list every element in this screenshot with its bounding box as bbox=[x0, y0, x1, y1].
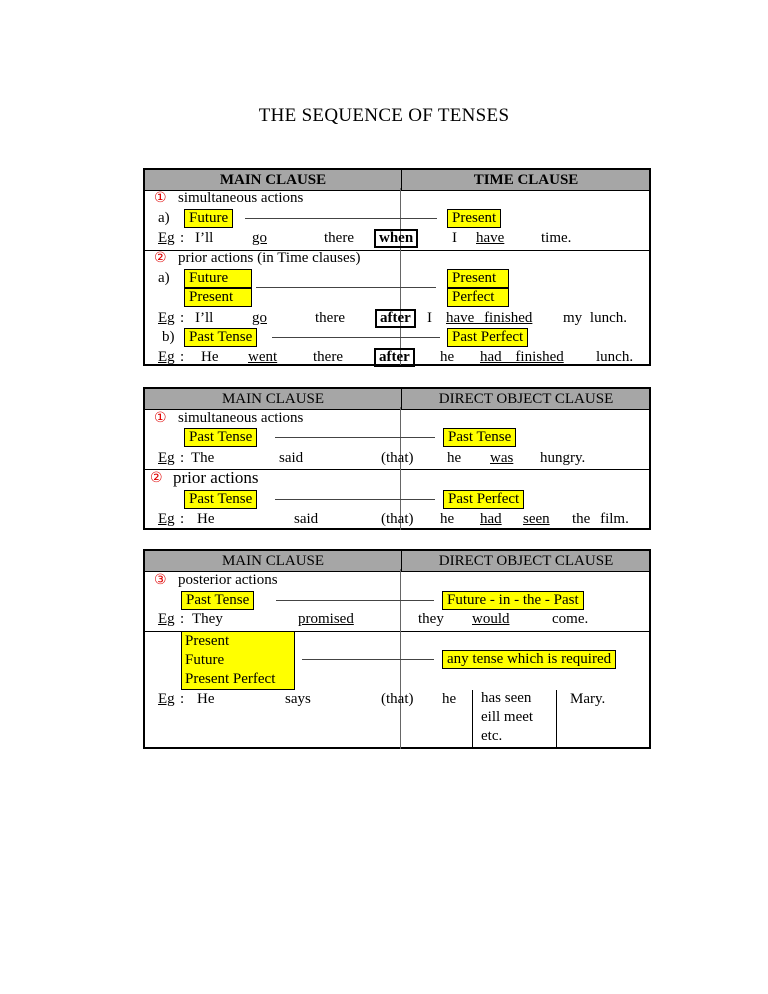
item-b: b) bbox=[162, 329, 175, 345]
section-number-2: ② bbox=[154, 250, 167, 266]
tense-box-present: Present bbox=[447, 269, 509, 288]
header-time-clause: TIME CLAUSE bbox=[473, 172, 579, 188]
tense-box-past-tense: Past Tense bbox=[184, 428, 257, 447]
word: had finished bbox=[480, 349, 564, 365]
tense-box-present: Present bbox=[184, 288, 252, 307]
verb-option: etc. bbox=[481, 728, 503, 744]
word: He bbox=[197, 511, 215, 527]
tense-box-stack bbox=[181, 631, 295, 690]
word: was bbox=[490, 450, 514, 466]
section-number-3: ③ bbox=[154, 572, 167, 588]
column-divider bbox=[401, 551, 402, 571]
item-a: a) bbox=[158, 270, 170, 286]
word: go bbox=[252, 230, 267, 246]
connector-line bbox=[275, 499, 435, 500]
verb-option: eill meet bbox=[481, 709, 534, 725]
example-label: Eg bbox=[158, 310, 175, 326]
colon: : bbox=[180, 349, 185, 365]
tense-box-past-tense: Past Tense bbox=[184, 328, 257, 347]
tense-box-future-in-the-past: Future - in - the - Past bbox=[442, 591, 584, 610]
section-number-2: ② bbox=[150, 470, 163, 486]
word: He bbox=[201, 349, 219, 365]
colon: : bbox=[180, 310, 185, 326]
tense-box-future: Future bbox=[184, 209, 233, 228]
example-label: Eg bbox=[158, 611, 175, 627]
header-main-clause: MAIN CLAUSE bbox=[221, 391, 325, 407]
tense-box-present: Present bbox=[447, 209, 501, 228]
tense-box-past-tense: Past Tense bbox=[181, 591, 254, 610]
word: have finished bbox=[446, 310, 533, 326]
page-title: THE SEQUENCE OF TENSES bbox=[258, 105, 510, 126]
header-direct-object-clause: DIRECT OBJECT CLAUSE bbox=[438, 553, 614, 569]
column-guide bbox=[400, 188, 401, 366]
example-label: Eg bbox=[158, 349, 175, 365]
word: have bbox=[476, 230, 505, 246]
word: the film. bbox=[572, 511, 629, 527]
header-direct-object-clause: DIRECT OBJECT CLAUSE bbox=[438, 391, 614, 407]
tense-box-past-tense: Past Tense bbox=[443, 428, 516, 447]
word: he bbox=[440, 349, 455, 365]
word: They bbox=[192, 611, 223, 627]
word: promised bbox=[298, 611, 354, 627]
word: I’ll bbox=[195, 310, 214, 326]
tense-box-past-perfect: Past Perfect bbox=[443, 490, 524, 509]
tense-box-any-tense: any tense which is required bbox=[442, 650, 616, 669]
word: said bbox=[294, 511, 319, 527]
word: time. bbox=[541, 230, 572, 246]
word: lunch. bbox=[596, 349, 634, 365]
word: (that) bbox=[381, 450, 414, 466]
conjunction-box-when: when bbox=[374, 229, 418, 248]
section-label: simultaneous actions bbox=[178, 410, 304, 426]
tense-box-future: Future bbox=[184, 269, 252, 288]
word: seen bbox=[523, 511, 550, 527]
word: he bbox=[442, 691, 457, 707]
tense-present: Present bbox=[185, 633, 230, 649]
conjunction-box-after: after bbox=[375, 309, 416, 328]
word: The bbox=[191, 450, 215, 466]
word: he bbox=[440, 511, 455, 527]
word: come. bbox=[552, 611, 589, 627]
header-main-clause: MAIN CLAUSE bbox=[219, 172, 327, 188]
example-label: Eg bbox=[158, 450, 175, 466]
colon: : bbox=[180, 450, 185, 466]
word: there bbox=[313, 349, 343, 365]
verb-options bbox=[481, 689, 533, 746]
word: (that) bbox=[381, 511, 414, 527]
word: I’ll bbox=[195, 230, 214, 246]
example-label: Eg bbox=[158, 511, 175, 527]
connector-line bbox=[276, 600, 434, 601]
word: go bbox=[252, 310, 267, 326]
tense-box-past-tense: Past Tense bbox=[184, 490, 257, 509]
section-label: simultaneous actions bbox=[178, 190, 304, 206]
word: would bbox=[472, 611, 510, 627]
connector-line bbox=[272, 337, 440, 338]
section-label: posterior actions bbox=[178, 572, 278, 588]
word: said bbox=[279, 450, 304, 466]
cell-divider bbox=[472, 690, 473, 749]
tense-box-perfect: Perfect bbox=[447, 288, 509, 307]
word: Mary. bbox=[570, 691, 606, 707]
word: He bbox=[197, 691, 215, 707]
word: there bbox=[315, 310, 345, 326]
word: I bbox=[452, 230, 457, 246]
word: I bbox=[427, 310, 432, 326]
header-main-clause: MAIN CLAUSE bbox=[221, 553, 325, 569]
word: they bbox=[418, 611, 444, 627]
word: there bbox=[324, 230, 354, 246]
tense-box-past-perfect: Past Perfect bbox=[447, 328, 528, 347]
section-number-1: ① bbox=[154, 410, 167, 426]
word: says bbox=[285, 691, 311, 707]
word: my lunch. bbox=[563, 310, 627, 326]
colon: : bbox=[180, 611, 185, 627]
word: (that) bbox=[381, 691, 414, 707]
word: hungry. bbox=[540, 450, 586, 466]
column-divider bbox=[401, 170, 402, 190]
connector-line bbox=[245, 218, 437, 219]
connector-line bbox=[302, 659, 434, 660]
tense-future: Future bbox=[185, 652, 225, 668]
item-a: a) bbox=[158, 210, 170, 226]
column-divider bbox=[401, 389, 402, 409]
example-label: Eg bbox=[158, 230, 175, 246]
colon: : bbox=[180, 691, 185, 707]
section-label: prior actions (in Time clauses) bbox=[178, 250, 361, 266]
cell-divider bbox=[556, 690, 557, 749]
colon: : bbox=[180, 511, 185, 527]
section-label: prior actions bbox=[173, 468, 259, 487]
word: had bbox=[480, 511, 502, 527]
example-label: Eg bbox=[158, 691, 175, 707]
word: he bbox=[447, 450, 462, 466]
tense-present-perfect: Present Perfect bbox=[185, 671, 276, 687]
word: went bbox=[248, 349, 278, 365]
connector-line bbox=[275, 437, 435, 438]
verb-option: has seen bbox=[481, 690, 532, 706]
section-number-1: ① bbox=[154, 190, 167, 206]
conjunction-box-after: after bbox=[374, 348, 415, 367]
colon: : bbox=[180, 230, 185, 246]
connector-line bbox=[256, 287, 436, 288]
